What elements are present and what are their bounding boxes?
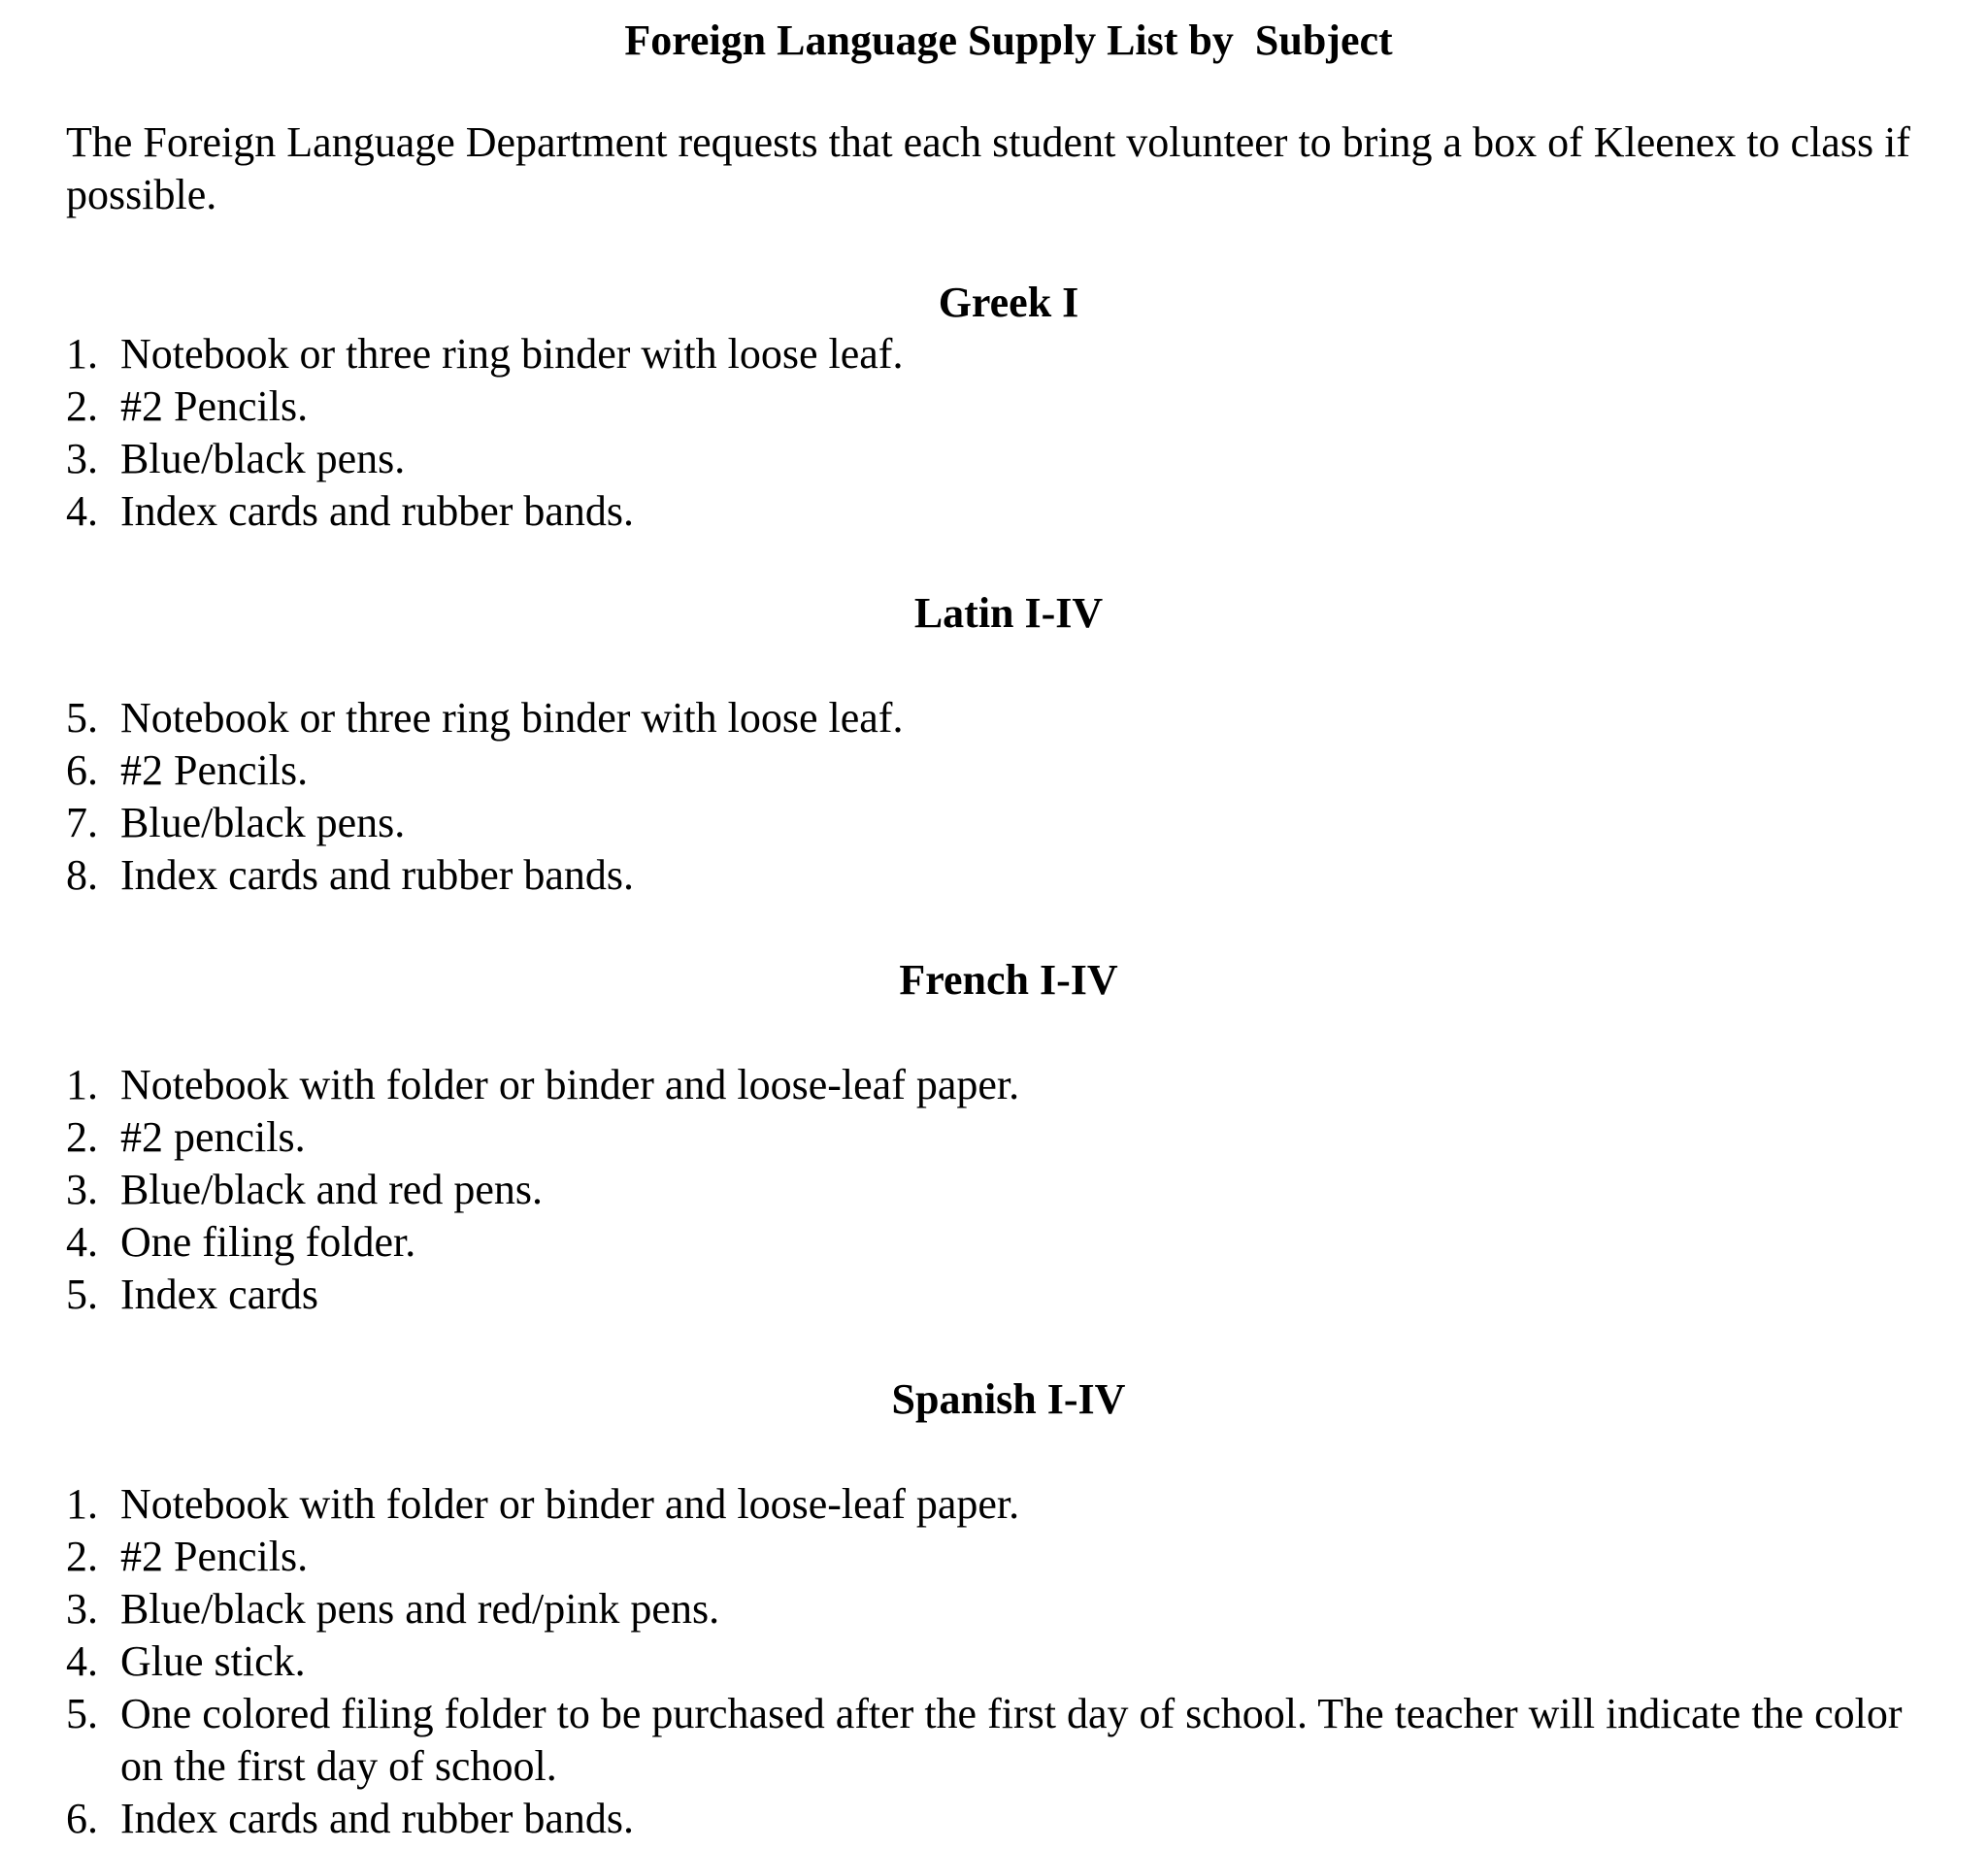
intro-paragraph: The Foreign Language Department requests that each student volunteer to bring a box of Kleenex to class if possible. [66, 118, 1910, 218]
section-heading-french: French I-IV [899, 956, 1118, 1004]
list-item [66, 485, 634, 538]
list-item-number: 4. [66, 1637, 98, 1685]
list-item [66, 1688, 1920, 1793]
list-item-text: Blue/black pens. [120, 435, 406, 482]
list-item-text: Blue/black pens. [120, 799, 406, 846]
list-item [66, 380, 308, 433]
list-item-text: #2 Pencils. [120, 1533, 309, 1580]
list-item-number: 5. [66, 1690, 98, 1737]
list-item-number: 5. [66, 694, 98, 742]
list-item-number: 6. [66, 746, 98, 794]
list-item-text: Index cards [120, 1271, 319, 1318]
list-item [66, 1635, 306, 1688]
list-item-number: 2. [66, 1533, 98, 1580]
list-item-number: 8. [66, 851, 98, 899]
list-item-text: Blue/black pens and red/pink pens. [120, 1585, 720, 1633]
list-item-number: 6. [66, 1795, 98, 1842]
section-heading-spanish: Spanish I-IV [891, 1375, 1126, 1423]
list-item [66, 1111, 306, 1164]
list-item [66, 328, 903, 380]
list-item-text: #2 Pencils. [120, 382, 309, 430]
list-item-text: One colored filing folder to be purchased after the first day of school. The teacher will indicate the color on the first day of school. [120, 1690, 1903, 1790]
list-item-text: Index cards and rubber bands. [120, 851, 635, 899]
list-item-number: 2. [66, 382, 98, 430]
list-item-text: Index cards and rubber bands. [120, 1795, 635, 1842]
list-item [66, 1059, 1019, 1111]
section-heading-greek: Greek I [938, 279, 1079, 326]
list-item-text: Notebook or three ring binder with loose leaf. [120, 694, 904, 742]
list-item-number: 7. [66, 799, 98, 846]
list-item-text: Notebook or three ring binder with loose leaf. [120, 330, 904, 378]
section-heading-latin: Latin I-IV [913, 589, 1104, 637]
list-item [66, 1583, 719, 1635]
list-item [66, 1531, 308, 1583]
list-item-text: Notebook with folder or binder and loose-leaf paper. [120, 1480, 1020, 1528]
list-item-number: 4. [66, 1218, 98, 1266]
list-item-text: #2 pencils. [120, 1113, 306, 1161]
list-item-text: Glue stick. [120, 1637, 306, 1685]
list-item-number: 5. [66, 1271, 98, 1318]
list-item-text: Index cards and rubber bands. [120, 487, 635, 535]
list-item-text: #2 Pencils. [120, 746, 309, 794]
list-item [66, 744, 308, 797]
list-item-number: 4. [66, 487, 98, 535]
list-item-number: 3. [66, 435, 98, 482]
list-item-number: 1. [66, 330, 98, 378]
list-item-number: 3. [66, 1166, 98, 1213]
list-item [66, 1793, 634, 1845]
list-item [66, 1216, 415, 1269]
list-item [66, 849, 634, 902]
page-title: Foreign Language Supply List by Subject [624, 17, 1393, 64]
list-item [66, 1269, 318, 1321]
list-item-number: 3. [66, 1585, 98, 1633]
list-item [66, 797, 405, 849]
list-item [66, 433, 405, 485]
list-item-text: Blue/black and red pens. [120, 1166, 543, 1213]
list-item-text: One filing folder. [120, 1218, 416, 1266]
list-item-number: 1. [66, 1061, 98, 1108]
list-item-number: 2. [66, 1113, 98, 1161]
list-item-text: Notebook with folder or binder and loose-leaf paper. [120, 1061, 1020, 1108]
list-item [66, 1164, 543, 1216]
list-item [66, 1478, 1019, 1531]
list-item-number: 1. [66, 1480, 98, 1528]
list-item [66, 692, 903, 744]
